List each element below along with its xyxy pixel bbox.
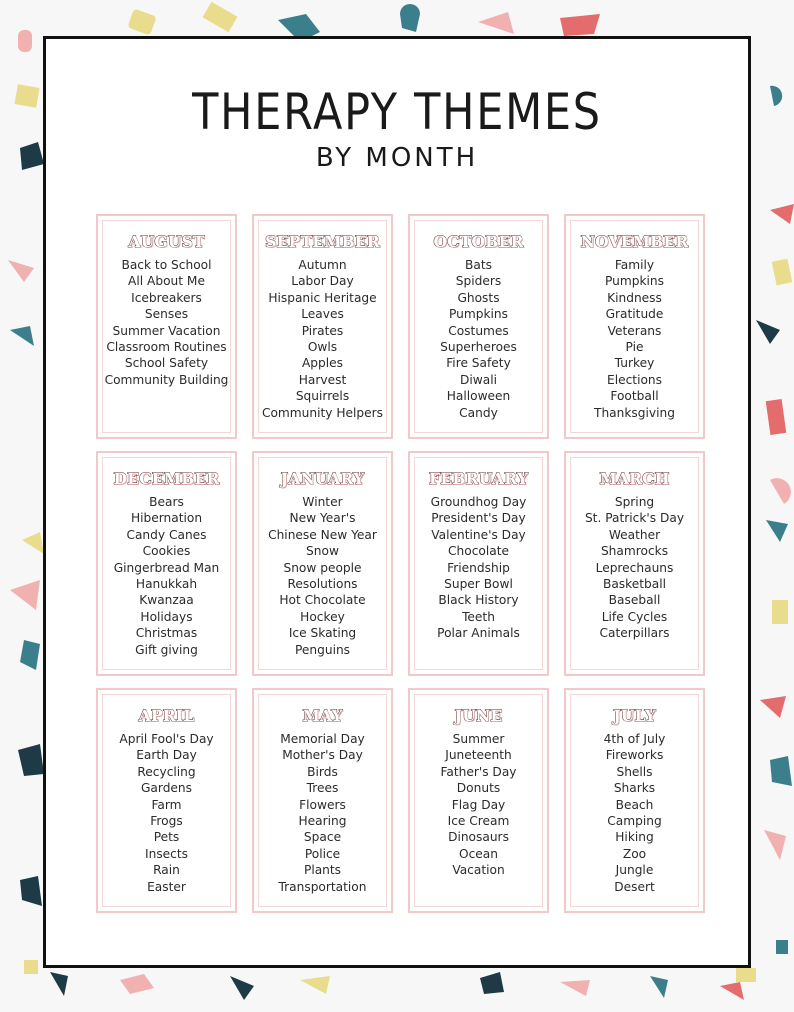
theme-item: Pets <box>153 830 180 845</box>
theme-item: Pirates <box>301 323 344 338</box>
theme-item: April Fool's Day <box>119 732 214 746</box>
theme-item: Christmas <box>135 626 198 641</box>
month-heading: JULY <box>613 706 656 725</box>
month-heading: SEPTEMBER <box>265 232 380 251</box>
theme-item: St. Patrick's Day <box>584 511 685 526</box>
theme-item: Summer Vacation <box>112 323 221 338</box>
theme-item: Diwali <box>460 372 497 387</box>
month-card-inner <box>258 220 387 433</box>
month-card-may <box>252 688 393 913</box>
theme-list <box>415 731 542 879</box>
theme-list <box>103 494 230 658</box>
theme-item: School Safety <box>124 356 209 371</box>
theme-item: Beach <box>615 797 654 812</box>
month-heading: AUGUST <box>128 232 205 251</box>
month-card-october <box>408 214 549 439</box>
theme-list <box>259 731 386 895</box>
theme-item: Winter <box>302 495 343 509</box>
month-card-november <box>564 214 705 439</box>
month-card-january <box>252 451 393 676</box>
theme-list <box>571 257 698 421</box>
theme-item: Snow people <box>283 560 362 575</box>
month-card-inner <box>570 457 699 670</box>
month-card-june <box>408 688 549 913</box>
theme-item: Caterpillars <box>599 626 670 641</box>
month-card-august <box>96 214 237 439</box>
theme-item: Harvest <box>298 372 347 387</box>
month-heading: NOVEMBER <box>580 232 689 251</box>
month-card-march <box>564 451 705 676</box>
theme-item: Snow <box>306 544 339 559</box>
theme-item: Turkey <box>614 356 655 371</box>
theme-item: Hot Chocolate <box>279 593 366 608</box>
theme-item: Donuts <box>456 781 501 796</box>
month-heading: MARCH <box>599 469 670 488</box>
theme-item: Fire Safety <box>446 356 511 371</box>
theme-item: Pumpkins <box>605 274 664 289</box>
theme-list <box>259 494 386 658</box>
month-heading: OCTOBER <box>433 232 524 251</box>
month-card-inner <box>258 694 387 907</box>
theme-item: Vacation <box>452 863 505 878</box>
theme-list <box>103 731 230 895</box>
month-heading: MAY <box>302 706 343 725</box>
theme-item: Spiders <box>455 274 502 289</box>
month-card-inner <box>102 220 231 433</box>
theme-item: Recycling <box>137 764 196 779</box>
theme-item: Memorial Day <box>280 732 365 746</box>
theme-item: Bats <box>465 258 492 272</box>
theme-item: Father's Day <box>440 764 517 779</box>
theme-item: Gift giving <box>135 642 198 657</box>
month-card-july <box>564 688 705 913</box>
theme-item: Desert <box>614 879 655 894</box>
theme-item: Hearing <box>298 814 347 829</box>
theme-item: Jungle <box>615 863 654 878</box>
theme-item: Community Helpers <box>261 405 384 420</box>
theme-item: Groundhog Day <box>430 495 527 509</box>
month-card-inner <box>570 220 699 433</box>
theme-item: Halloween <box>446 389 511 404</box>
theme-item: Rain <box>153 863 180 878</box>
theme-item: Dinosaurs <box>448 830 509 845</box>
theme-item: Valentine's Day <box>431 527 526 542</box>
theme-item: Kwanzaa <box>139 593 194 608</box>
theme-item: Baseball <box>608 593 661 608</box>
theme-item: Ghosts <box>457 290 500 305</box>
theme-item: Summer <box>452 732 505 746</box>
theme-item: Back to School <box>121 258 212 272</box>
month-grid <box>96 214 705 913</box>
theme-item: Community Building <box>104 372 229 387</box>
theme-item: Leaves <box>301 307 344 322</box>
theme-item: Pumpkins <box>449 307 508 322</box>
theme-item: Squirrels <box>295 389 350 404</box>
theme-item: Senses <box>144 307 189 322</box>
theme-item: Cookies <box>142 544 191 559</box>
theme-item: Transportation <box>278 879 367 894</box>
theme-item: Autumn <box>298 258 347 272</box>
theme-item: Owls <box>307 340 338 355</box>
theme-item: Leprechauns <box>595 560 674 575</box>
theme-item: Ice Skating <box>288 626 357 641</box>
theme-item: Frogs <box>150 814 183 829</box>
theme-item: Super Bowl <box>444 577 513 592</box>
theme-item: Chinese New Year <box>268 527 377 542</box>
theme-item: Juneteenth <box>445 748 512 763</box>
theme-item: Flag Day <box>451 797 506 812</box>
theme-item: Gratitude <box>605 307 664 322</box>
theme-item: Icebreakers <box>131 290 202 305</box>
theme-item: Space <box>303 830 342 845</box>
month-heading: APRIL <box>138 706 195 725</box>
theme-item: Hiking <box>615 830 654 845</box>
month-card-february <box>408 451 549 676</box>
theme-item: Plants <box>303 863 342 878</box>
theme-item: Insects <box>145 846 188 861</box>
theme-item: Family <box>614 258 655 272</box>
theme-item: Sharks <box>613 781 656 796</box>
theme-item: Hockey <box>300 609 345 624</box>
theme-list <box>571 731 698 895</box>
theme-item: President's Day <box>431 511 526 526</box>
theme-item: Holidays <box>140 609 193 624</box>
theme-item: 4th of July <box>603 732 666 746</box>
theme-item: Zoo <box>622 846 647 861</box>
theme-item: Labor Day <box>291 274 354 289</box>
month-card-april <box>96 688 237 913</box>
theme-item: Farm <box>151 797 182 812</box>
theme-item: Spring <box>614 495 655 509</box>
page-subtitle: BY MONTH <box>315 143 479 173</box>
theme-item: Ice Cream <box>447 814 510 829</box>
theme-item: Shamrocks <box>600 544 669 559</box>
theme-item: Weather <box>608 527 661 542</box>
theme-item: Gingerbread Man <box>113 560 220 575</box>
month-heading: FEBRUARY <box>429 469 528 488</box>
theme-item: Kindness <box>607 290 662 305</box>
page-title: THERAPY THEMES <box>192 83 602 141</box>
month-card-inner <box>258 457 387 670</box>
theme-item: Pie <box>625 340 644 355</box>
theme-list <box>103 257 230 388</box>
theme-item: Fireworks <box>605 748 664 763</box>
theme-item: Elections <box>607 372 662 387</box>
month-heading: JANUARY <box>280 469 365 488</box>
theme-list <box>415 257 542 421</box>
theme-item: Ocean <box>459 846 498 861</box>
theme-item: Classroom Routines <box>106 340 227 355</box>
theme-item: Gardens <box>140 781 193 796</box>
month-card-inner <box>102 694 231 907</box>
theme-item: Shells <box>616 764 653 779</box>
theme-item: Birds <box>307 764 338 779</box>
theme-item: Hispanic Heritage <box>268 290 377 305</box>
theme-item: Chocolate <box>448 544 509 559</box>
theme-list <box>415 494 542 642</box>
month-card-december <box>96 451 237 676</box>
theme-item: Penguins <box>294 642 351 657</box>
theme-item: Hanukkah <box>135 577 198 592</box>
month-heading: JUNE <box>454 706 503 725</box>
theme-item: Hibernation <box>130 511 203 526</box>
theme-item: Basketball <box>602 577 667 592</box>
theme-item: Candy <box>459 405 498 420</box>
theme-item: Superheroes <box>440 340 517 355</box>
month-card-inner <box>414 457 543 670</box>
theme-item: Camping <box>607 814 662 829</box>
theme-item: Teeth <box>462 609 495 624</box>
theme-item: Bears <box>149 495 184 509</box>
theme-item: Trees <box>306 781 339 796</box>
theme-item: New Year's <box>289 511 356 526</box>
month-card-inner <box>102 457 231 670</box>
theme-item: Football <box>610 389 659 404</box>
theme-item: Life Cycles <box>601 609 668 624</box>
theme-item: Police <box>304 846 341 861</box>
month-heading: DECEMBER <box>113 469 220 488</box>
month-card-inner <box>414 694 543 907</box>
theme-list <box>259 257 386 421</box>
theme-item: Friendship <box>447 560 510 575</box>
theme-item: Flowers <box>299 797 346 812</box>
month-card-inner <box>570 694 699 907</box>
theme-item: Earth Day <box>136 748 197 763</box>
theme-item: Candy Canes <box>126 527 207 542</box>
theme-item: Resolutions <box>287 577 358 592</box>
month-card-inner <box>414 220 543 433</box>
theme-item: All About Me <box>128 274 205 289</box>
theme-item: Polar Animals <box>437 626 520 641</box>
month-card-september <box>252 214 393 439</box>
theme-item: Apples <box>301 356 344 371</box>
theme-item: Black History <box>438 593 519 608</box>
worksheet-page <box>43 36 751 968</box>
theme-item: Thanksgiving <box>594 405 675 420</box>
theme-item: Easter <box>147 879 186 894</box>
theme-item: Costumes <box>448 323 509 338</box>
theme-item: Veterans <box>607 323 662 338</box>
theme-item: Mother's Day <box>282 748 363 763</box>
theme-list <box>571 494 698 642</box>
